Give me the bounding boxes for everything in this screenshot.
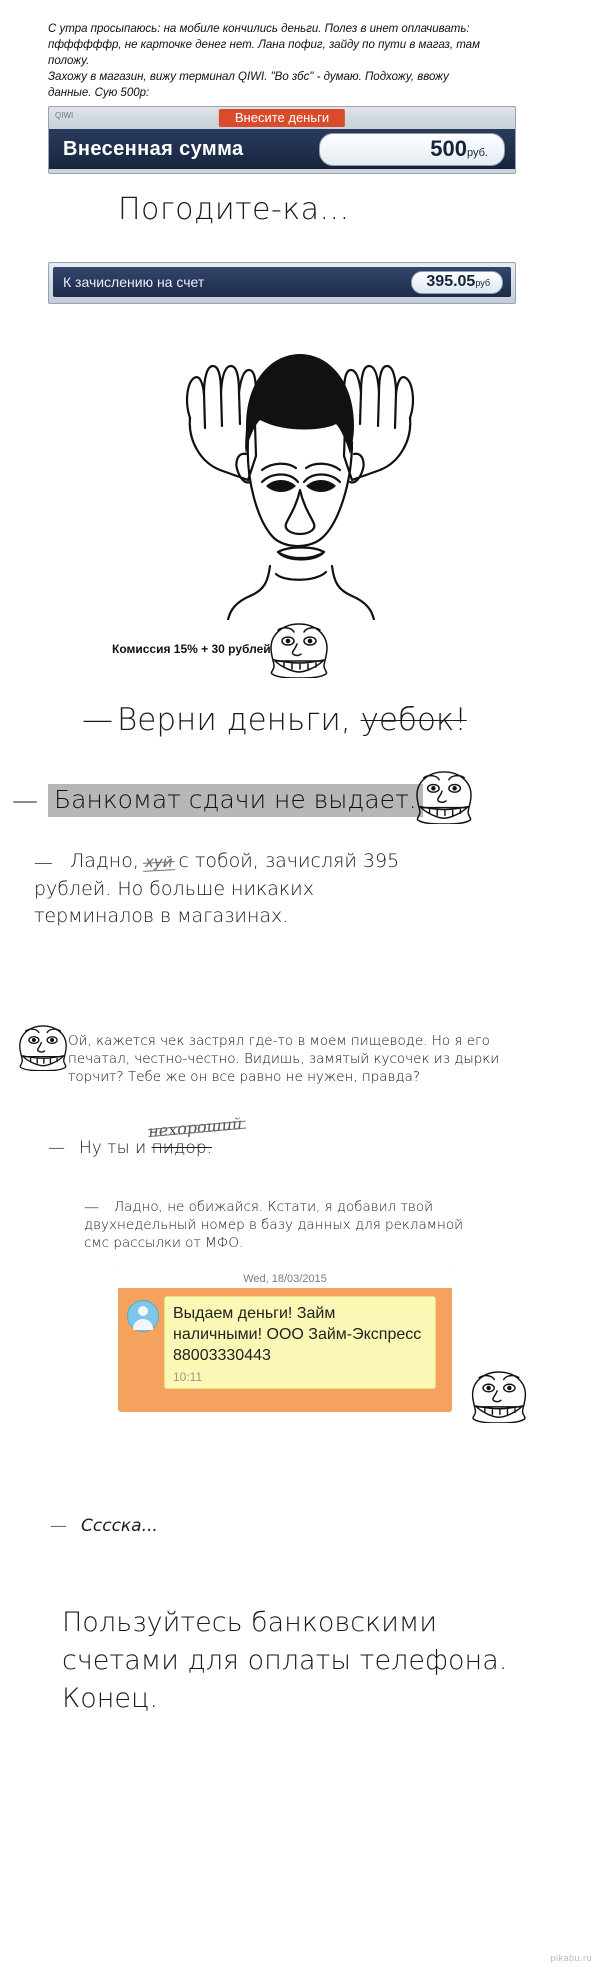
line-verni-dengi	[82, 702, 467, 738]
scribble-overwrite: нехороший	[147, 1113, 243, 1142]
terminal-screenshot-credit	[48, 262, 516, 304]
dialogue-dash: —	[48, 1138, 65, 1158]
caption-pogodite: Погодите-ка...	[118, 192, 350, 227]
line-ladno	[34, 848, 434, 930]
line-nuty	[48, 1138, 428, 1158]
terminal-amount-value: 500	[430, 135, 468, 161]
avatar	[127, 1300, 159, 1332]
terminal-credit-value: 395.05	[426, 272, 476, 290]
avatar-shoulders	[133, 1319, 153, 1330]
ladno-after: с тобой, зачисляй 395 рублей. Но больше никаких терминалов в магазинах.	[34, 850, 400, 927]
jackie-chan-wtf-meme	[150, 330, 450, 620]
terminal-credit-label: К зачислению на счет	[63, 274, 205, 290]
sms-message-text: Выдаем деньги! Займ наличными! ООО Займ-Экспресс 88003330443	[173, 1305, 422, 1364]
terminal-screenshot-deposit	[48, 106, 516, 174]
line-ssska	[50, 1516, 158, 1536]
dialogue-dash: —	[50, 1516, 67, 1536]
intro-line: С утра просыпаюсь: на мобиле кончились деньги. Полез в инет оплачивать:	[48, 23, 470, 35]
troll-face-icon	[264, 622, 334, 678]
final-caption: Пользуйтесь банковскими счетами для оплаты телефона. Конец.	[62, 1607, 508, 1714]
watermark: pikabu.ru	[550, 1953, 592, 1963]
dialogue-dash: —	[12, 785, 38, 816]
commission-note: Комиссия 15% + 30 рублей	[112, 642, 271, 656]
ladno-body	[34, 850, 399, 927]
terminal-credit-currency: руб	[475, 277, 490, 288]
line-bankomat	[12, 784, 432, 817]
ladno-before: Ладно,	[70, 850, 139, 872]
dialogue-dash: —	[84, 1198, 99, 1216]
ssska-text: Сссска...	[81, 1516, 158, 1536]
dialogue-dash: —	[82, 702, 113, 738]
intro-line: пффффффр, не карточке денег нет. Лана пофиг, зайду по пути в магаз, там	[48, 39, 480, 51]
terminal-corner-logo: QIWI	[55, 111, 74, 120]
sms-screenshot	[118, 1270, 452, 1412]
terminal-amount-currency: руб.	[467, 146, 488, 159]
nuty-before: Ну ты и	[79, 1138, 147, 1158]
sms-date-bar: Wed, 18/03/2015	[118, 1270, 452, 1288]
terminal-amount-row	[49, 129, 515, 169]
dialogue-dash: —	[34, 852, 53, 874]
terminal-credit-row	[53, 267, 511, 297]
troll-face-icon	[410, 770, 478, 824]
nuty-crossed-word: пидор.	[151, 1138, 213, 1158]
intro-line: положу.	[48, 55, 90, 67]
verni-text: Верни деньги,	[117, 702, 351, 738]
avatar-head	[138, 1306, 148, 1316]
intro-line: Захожу в магазин, вижу терминал QIWI. "Во збс" - думаю. Подхожу, ввожу	[48, 71, 449, 83]
verni-struck-word: уебок!	[360, 702, 467, 738]
ladno2-body: Ладно, не обижайся. Кстати, я добавил твой двухнедельный номер в базу данных для рекламной смс рассылки от МФО.	[84, 1199, 463, 1251]
troll-face-icon	[14, 1024, 72, 1071]
terminal-amount-label: Внесенная сумма	[63, 137, 244, 160]
intro-line: данные. Сую 500р:	[48, 87, 150, 99]
terminal-credit-box	[411, 271, 503, 294]
ladno-scribbled-word: хуй	[145, 849, 173, 876]
terminal-amount-box	[319, 133, 505, 166]
line-ladno-2	[84, 1198, 484, 1252]
bankomat-selected-text: Банкомат сдачи не выдает.	[48, 784, 423, 817]
line-oy-chek: Ой, кажется чек застрял где-то в моем пищеводе. Но я его печатал, честно-честно. Видишь, замятый кусочек из дырки торчит? Тебе же он все равно не нужен, правда?	[68, 1033, 500, 1085]
sms-message-time: 10:11	[173, 1370, 203, 1384]
troll-face-icon	[466, 1370, 532, 1423]
sms-message-bubble	[164, 1296, 436, 1389]
sms-conversation	[118, 1288, 452, 1406]
terminal-title: Внесите деньги	[219, 109, 345, 127]
intro-text	[48, 22, 548, 102]
